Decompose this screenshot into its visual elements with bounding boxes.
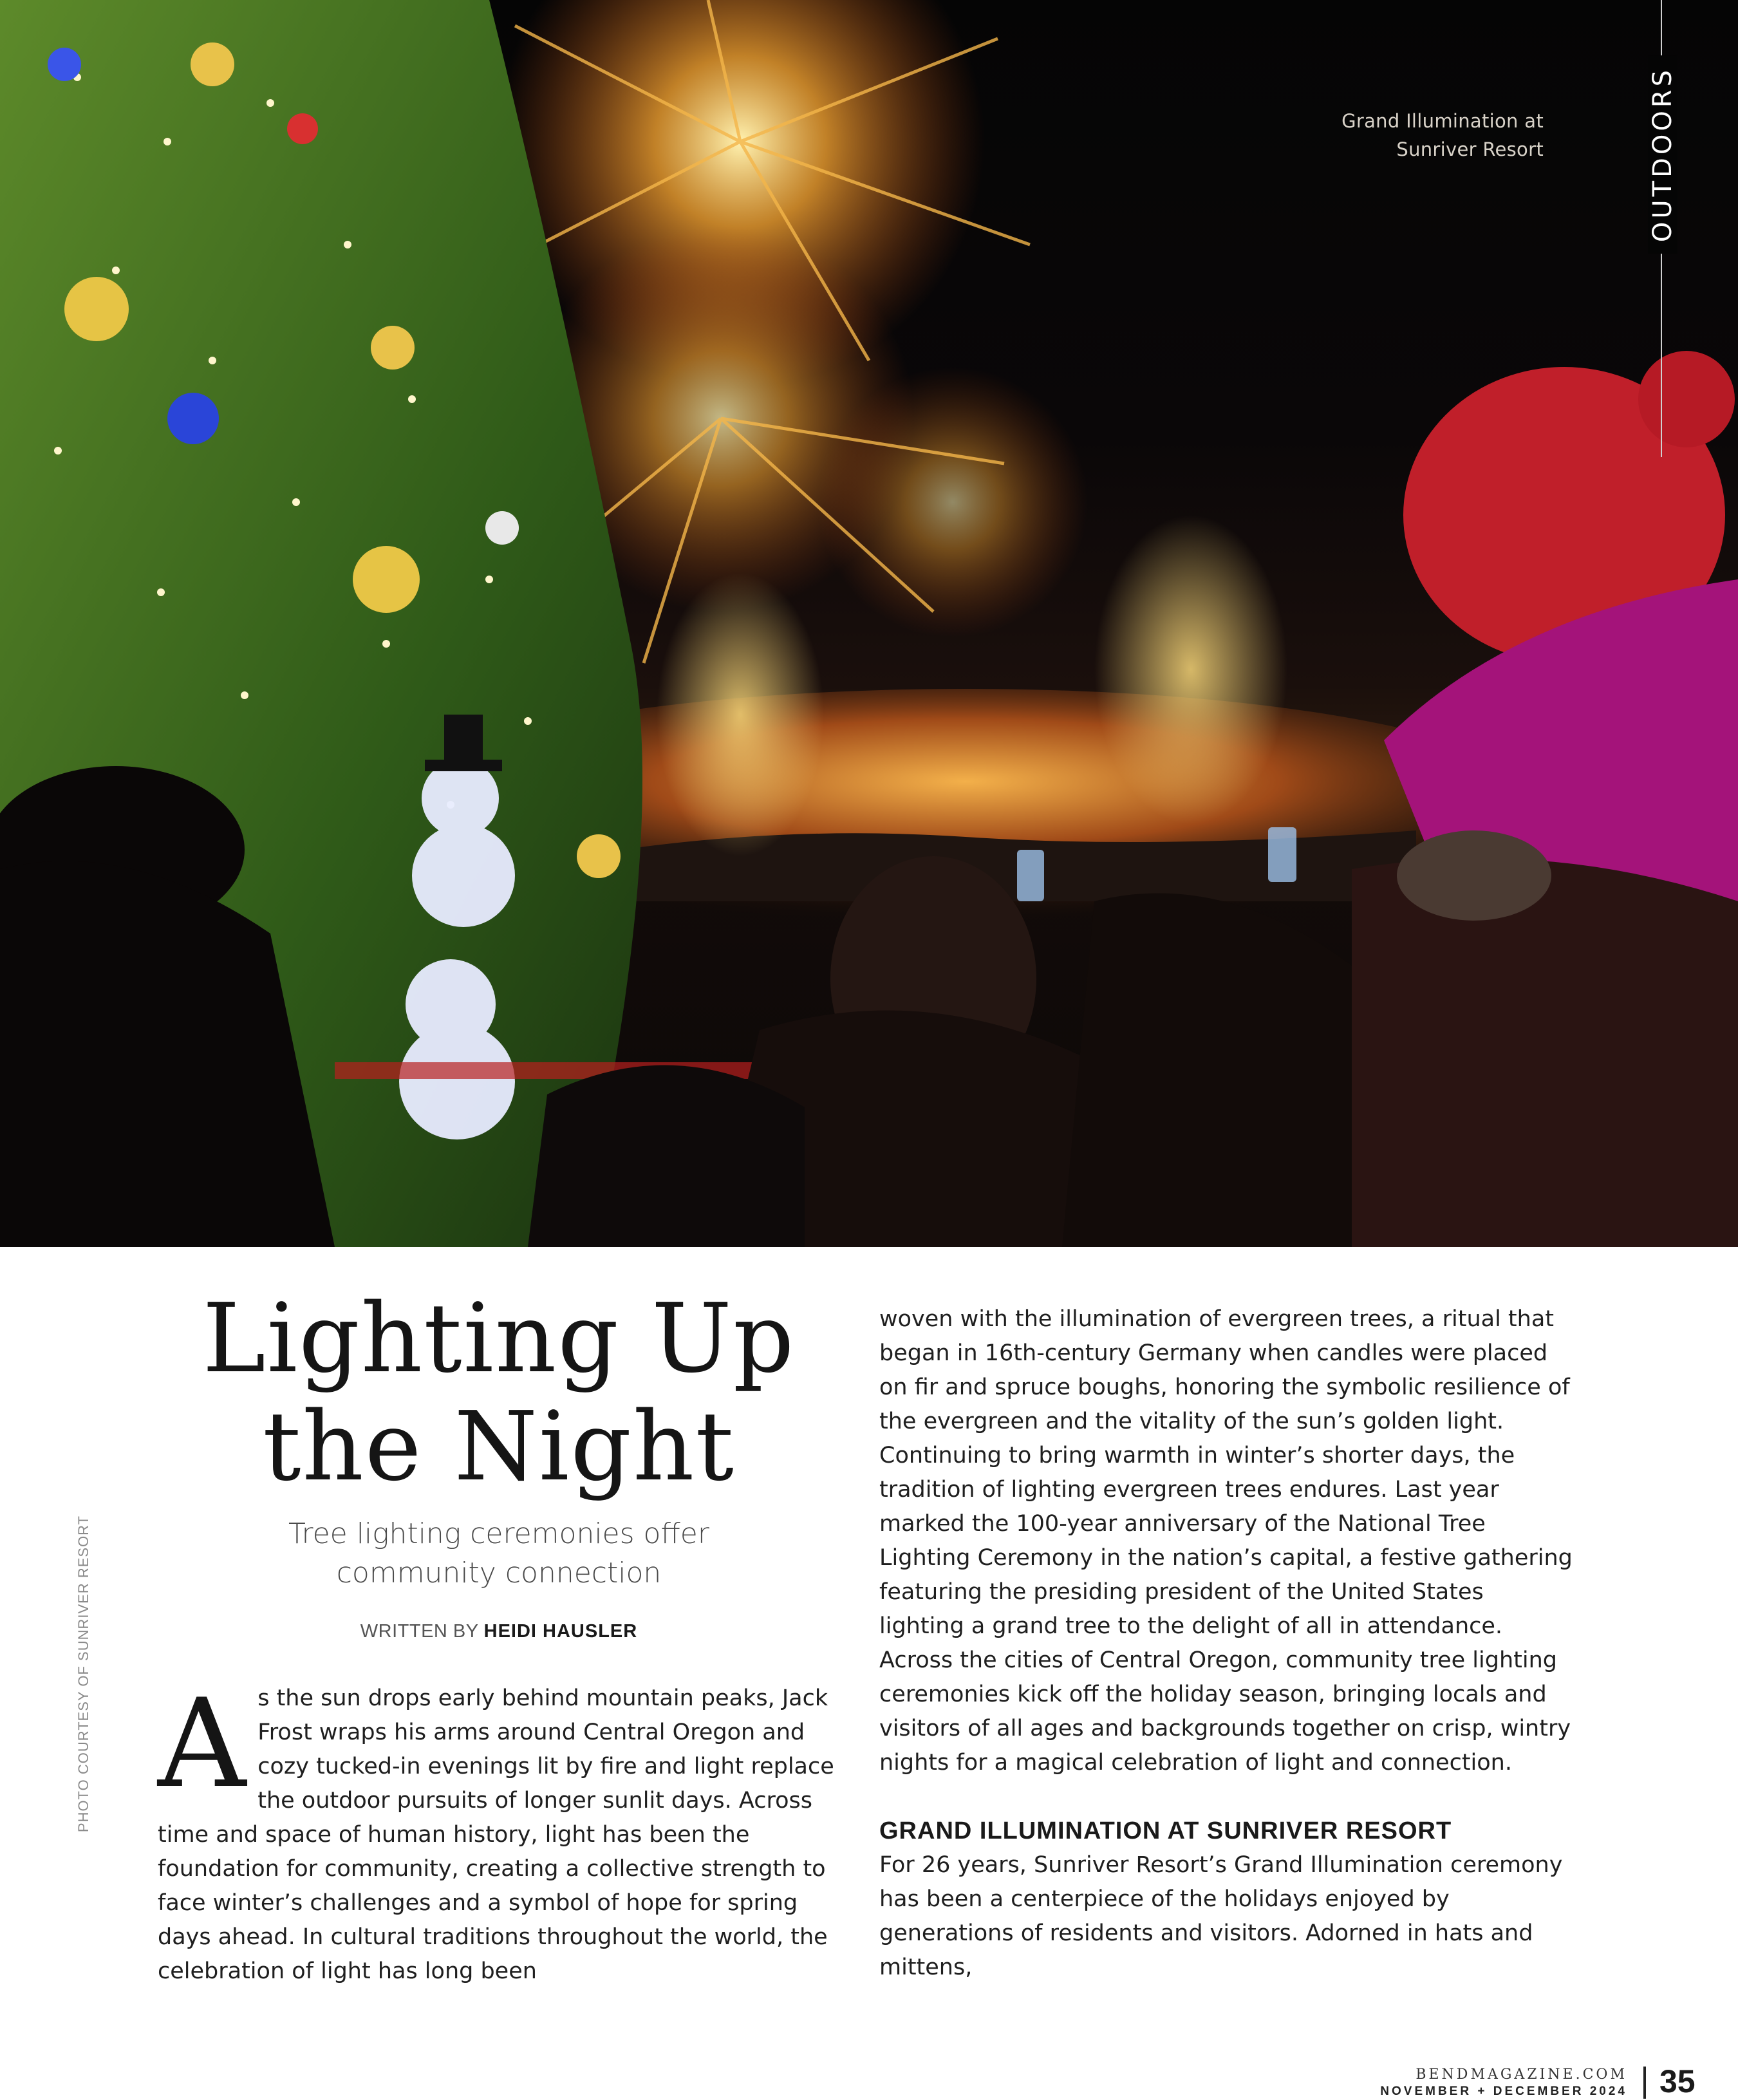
section-label <box>1637 66 1688 243</box>
title-line-1: Lighting Up <box>202 1283 796 1394</box>
byline <box>158 1621 840 1642</box>
section-label-text: OUTDOORS <box>1648 55 1677 254</box>
dek-line-1: Tree lighting ceremonies offer <box>288 1517 709 1550</box>
article-title <box>158 1284 840 1501</box>
photo-caption <box>1341 107 1544 164</box>
article-dek <box>158 1514 840 1593</box>
caption-line-1: Grand Illumination at <box>1341 110 1544 132</box>
drop-cap: A <box>158 1673 247 1815</box>
section-subhead: GRAND ILLUMINATION AT SUNRIVER RESORT <box>879 1817 1452 1844</box>
page-number: 35 <box>1659 2063 1696 2099</box>
subsection-paragraph: For 26 years, Sunriver Resort’s Grand Illumination ceremony has been a centerpiece of the holidays enjoyed by generations of residents and visitors. Adorned in hats and mittens, <box>879 1852 1563 1980</box>
right-column <box>879 1302 1574 1985</box>
caption-line-2: Sunriver Resort <box>1396 138 1544 160</box>
footer-issue: NOVEMBER + DECEMBER 2024 <box>1380 2085 1627 2098</box>
byline-prefix: WRITTEN BY <box>360 1621 479 1642</box>
title-line-2: the Night <box>263 1391 735 1502</box>
lead-paragraph-block <box>158 1673 850 1989</box>
footer-site: BENDMAGAZINE.COM <box>1416 2067 1627 2083</box>
footer-divider <box>1643 2067 1646 2099</box>
byline-author: HEIDI HAUSLER <box>483 1621 638 1642</box>
photo-credit <box>75 1515 109 1833</box>
dek-line-2: community connection <box>336 1557 662 1589</box>
lead-paragraph: s the sun drops early behind mountain peaks, Jack Frost wraps his arms around Central Oregon and cozy tucked-in evenings lit by fire and light replace the outdoor pursuits of longer sunlit days. Across time and space of human history, light has been the foundation for community, creating a collective strength to face winter’s challenges and a symbol of hope for spring days ahead. In cultural traditions throughout the world, the celebration of light has long been <box>158 1685 834 1984</box>
photo-credit-text: PHOTO COURTESY OF SUNRIVER RESORT <box>75 1515 91 1833</box>
body-paragraph: woven with the illumination of evergreen trees, a ritual that began in 16th-century Germany when candles were placed on fir and spruce boughs, honoring the symbolic resilience of the evergreen and the vitality of the sun’s golden light. Continuing to bring warmth in winter’s shorter days, the tradition of lighting evergreen trees endures. Last year marked the 100-year anniversary of the National Tree Lighting Ceremony in the nation’s capital, a festive gathering featuring the presiding president of the United States lighting a grand tree to the delight of all in attendance. Across the cities of Central Oregon, community tree lighting ceremonies kick off the holiday season, bringing locals and visitors of all ages and backgrounds together on crisp, wintry nights for a magical celebration of light and connection. <box>879 1306 1573 1776</box>
